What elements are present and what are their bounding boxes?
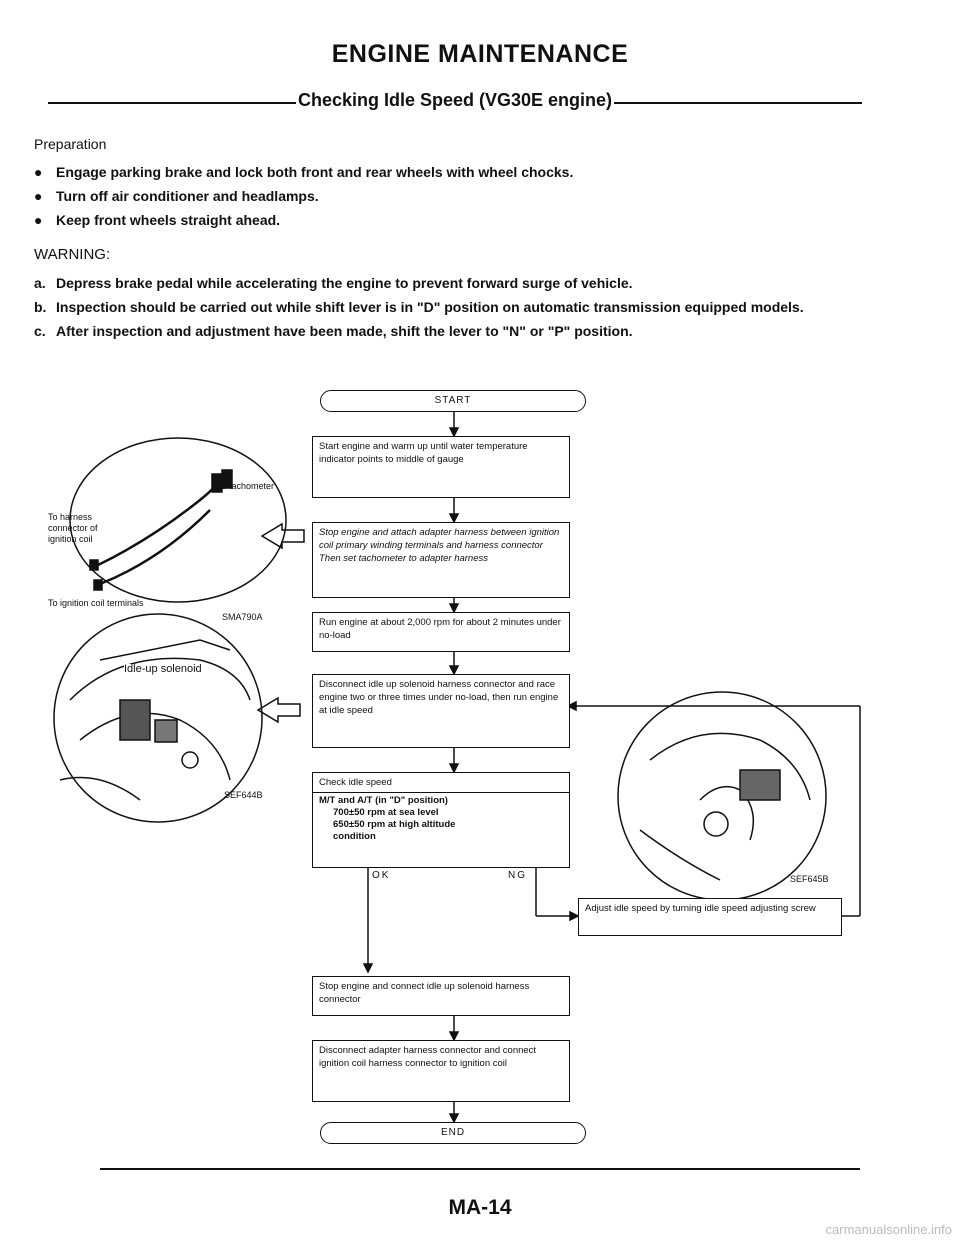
bullet-icon: ● — [34, 188, 43, 204]
warning-item: c. After inspection and adjustment have been made, shift the lever to "N" or "P" position. — [34, 323, 633, 339]
flow-step-reconnect-coil: Disconnect adapter harness connector and connect ignition coil harness connector to ignition coil — [312, 1040, 570, 1102]
flow-end: END — [320, 1122, 586, 1144]
warning-item: b. Inspection should be carried out while shift lever is in "D" position on automatic transmission equipped models. — [34, 299, 804, 315]
flow-ok-label: OK — [372, 870, 391, 881]
preparation-item: ● Engage parking brake and lock both front and rear wheels with wheel chocks. — [34, 164, 574, 180]
flow-step-adjust-screw: Adjust idle speed by turning idle speed adjusting screw — [578, 898, 842, 936]
preparation-heading: Preparation — [34, 136, 107, 152]
warning-heading: WARNING: — [34, 246, 111, 263]
flow-step-connect-solenoid: Stop engine and connect idle up solenoid harness connector — [312, 976, 570, 1016]
flow-check-idle: Check idle speed M/T and A/T (in "D" position) 700±50 rpm at sea level 650±50 rpm at high altitude condition — [312, 772, 570, 868]
flow-start: START — [320, 390, 586, 412]
fig2-code: SEF644B — [224, 790, 263, 800]
preparation-item: ● Turn off air conditioner and headlamps. — [34, 188, 319, 204]
bullet-icon: ● — [34, 212, 43, 228]
footer-rule — [100, 1168, 860, 1170]
flow-step-attach-harness: Stop engine and attach adapter harness between ignition coil primary winding terminals and harness connector Then set tachometer to adapter harness — [312, 522, 570, 598]
page-number: MA-14 — [448, 1196, 512, 1219]
page-title: ENGINE MAINTENANCE — [331, 40, 629, 68]
flow-step-run-2000: Run engine at about 2,000 rpm for about 2 minutes under no-load — [312, 612, 570, 652]
warning-item: a. Depress brake pedal while accelerating the engine to prevent forward surge of vehicle. — [34, 275, 633, 291]
preparation-item: ● Keep front wheels straight ahead. — [34, 212, 281, 228]
flow-ng-label: NG — [508, 870, 527, 881]
section-subtitle: Checking Idle Speed (VG30E engine) — [297, 89, 613, 110]
flow-step-disconnect-solenoid: Disconnect idle up solenoid harness connector and race engine two or three times under no-load, then run engine at idle speed — [312, 674, 570, 748]
fig1-tachometer-label: To tachometer — [217, 481, 275, 491]
watermark: carmanualsonline.info — [825, 1222, 952, 1237]
fig1-code: SMA790A — [222, 612, 263, 622]
fig2-solenoid-label: Idle-up solenoid — [124, 663, 202, 675]
fig1-harness-label: To harness connector of ignition coil — [48, 512, 98, 544]
fig1-terminals-label: To ignition coil terminals — [48, 598, 144, 608]
flow-step-warmup: Start engine and warm up until water temperature indicator points to middle of gauge — [312, 436, 570, 498]
bullet-icon: ● — [34, 164, 43, 180]
fig3-code: SEF645B — [790, 874, 829, 884]
